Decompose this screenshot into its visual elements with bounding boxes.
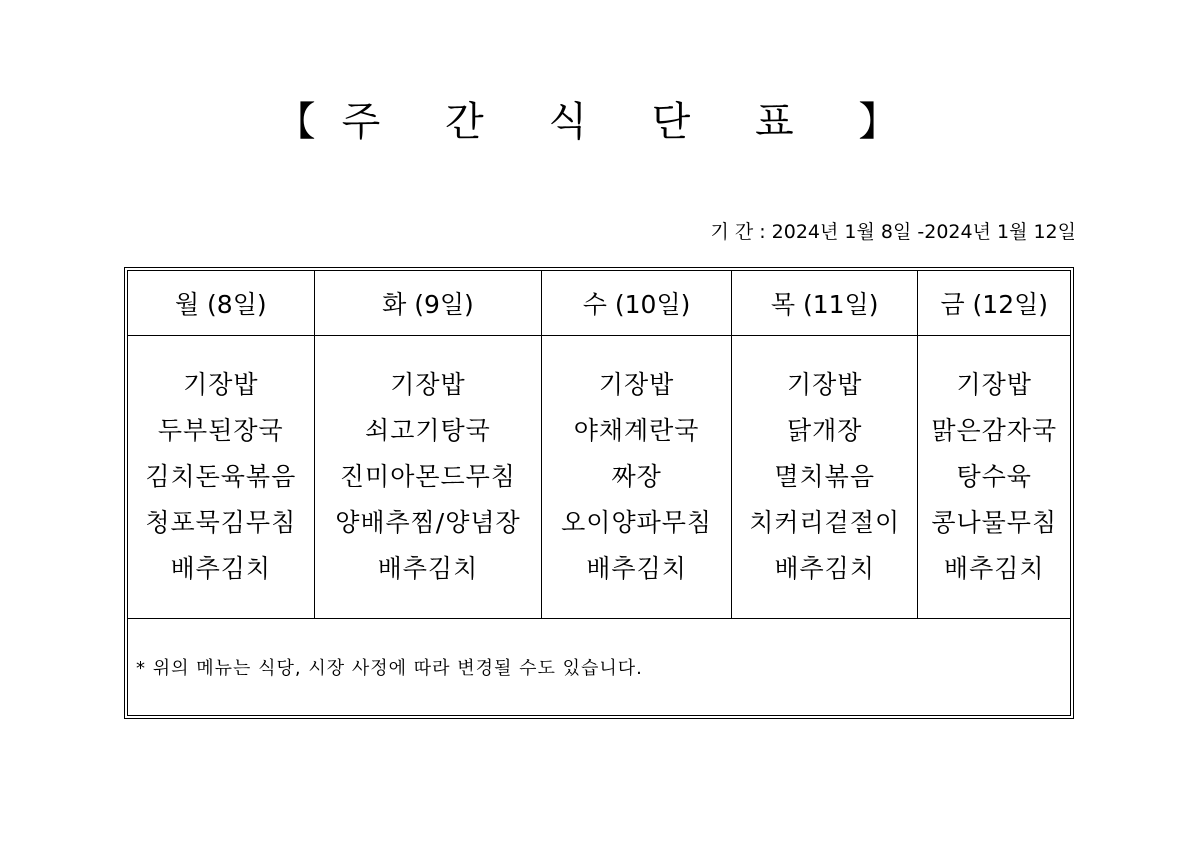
menu-cell-tue [314, 336, 542, 619]
menu-item: 오이양파무침 [561, 508, 713, 537]
day-header-mon: 월 (8일) [128, 271, 315, 336]
menu-cell-wed [542, 336, 732, 619]
menu-item: 배추김치 [943, 554, 1045, 583]
menu-item: 기장밥 [390, 370, 466, 399]
day-header-tue: 화 (9일) [314, 271, 542, 336]
menu-cell-fri [918, 336, 1071, 619]
menu-item: 기장밥 [956, 370, 1032, 399]
header-row [128, 271, 1071, 336]
menu-item: 배추김치 [170, 554, 272, 583]
menu-table-frame [124, 267, 1074, 719]
menu-item: 기장밥 [598, 370, 675, 399]
menu-item: 배추김치 [377, 554, 479, 583]
menu-item: 멸치볶음 [774, 462, 875, 491]
menu-item: 청포묵김무침 [145, 508, 297, 537]
day-header-fri: 금 (12일) [918, 271, 1071, 336]
menu-item: 맑은감자국 [931, 416, 1058, 445]
menu-note: * 위의 메뉴는 식당, 시장 사정에 따라 변경될 수도 있습니다. [128, 619, 1071, 716]
menu-item: 쇠고기탕국 [365, 416, 491, 445]
menu-cell-mon [128, 336, 315, 619]
menu-row [128, 336, 1071, 619]
menu-item: 김치돈육볶음 [145, 462, 297, 491]
menu-item: 치커리겉절이 [749, 508, 901, 537]
menu-cell-thu [731, 336, 918, 619]
menu-item: 탕수육 [956, 462, 1032, 491]
note-row [128, 619, 1071, 716]
menu-item: 양배추찜/양념장 [335, 508, 521, 537]
menu-item: 배추김치 [774, 554, 875, 583]
menu-item: 닭개장 [786, 416, 863, 445]
menu-item: 짜장 [611, 462, 662, 491]
menu-item: 콩나물무침 [931, 508, 1058, 537]
menu-item: 배추김치 [586, 554, 687, 583]
period-label: 기 간 : 2024년 1월 8일 -2024년 1월 12일 [710, 221, 1076, 243]
day-header-wed: 수 (10일) [542, 271, 732, 336]
menu-item: 야채계란국 [573, 416, 700, 445]
menu-item: 두부된장국 [157, 416, 284, 445]
day-header-thu: 목 (11일) [731, 271, 918, 336]
menu-item: 진미아몬드무침 [339, 462, 516, 491]
weekly-menu-table [127, 270, 1071, 716]
menu-item: 기장밥 [183, 370, 259, 399]
page-title: 【주 간 식 단 표 】 [275, 99, 925, 145]
menu-item: 기장밥 [786, 370, 863, 399]
